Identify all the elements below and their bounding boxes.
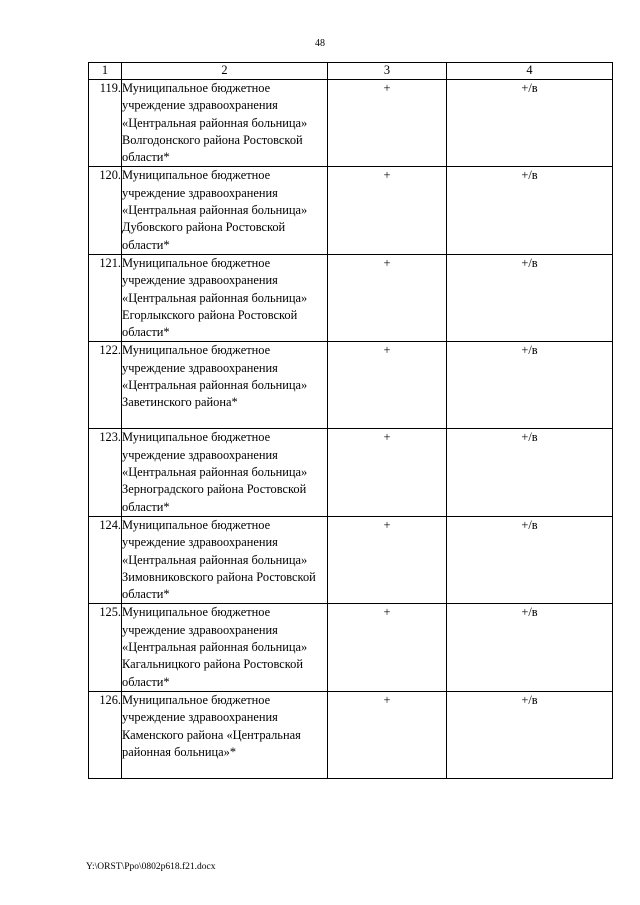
facility-name: Муниципальное бюджетное учреждение здравоохранения «Центральная районная больница» Дубовского района Ростовской области*: [122, 167, 328, 254]
row-number: 119.: [89, 80, 122, 167]
facilities-table: [88, 62, 613, 779]
row-number: 120.: [89, 167, 122, 254]
col3-mark: +: [328, 604, 447, 691]
facility-name: Муниципальное бюджетное учреждение здравоохранения «Центральная районная больница» Заветинского района*: [122, 342, 328, 429]
table-row: [89, 167, 613, 254]
row-number: 124.: [89, 516, 122, 603]
table-body: [89, 80, 613, 779]
facility-name: Муниципальное бюджетное учреждение здравоохранения «Центральная районная больница» Волгодонского района Ростовской области*: [122, 80, 328, 167]
header-col-2: 2: [122, 63, 328, 80]
table-row: [89, 604, 613, 691]
header-col-4: 4: [447, 63, 613, 80]
table-row: [89, 254, 613, 341]
col4-mark: +/в: [447, 691, 613, 778]
footer-file-path: Y:\ORST\Ppo\0802p618.f21.docx: [86, 862, 216, 872]
col4-mark: +/в: [447, 516, 613, 603]
col3-mark: +: [328, 691, 447, 778]
table-row: [89, 516, 613, 603]
row-number: 122.: [89, 342, 122, 429]
col3-mark: +: [328, 516, 447, 603]
facility-name: Муниципальное бюджетное учреждение здравоохранения «Центральная районная больница» Зерноградского района Ростовской области*: [122, 429, 328, 516]
col3-mark: +: [328, 429, 447, 516]
table-row: [89, 80, 613, 167]
col3-mark: +: [328, 342, 447, 429]
col4-mark: +/в: [447, 80, 613, 167]
col4-mark: +/в: [447, 429, 613, 516]
table-header: [89, 63, 613, 80]
row-number: 121.: [89, 254, 122, 341]
row-number: 126.: [89, 691, 122, 778]
row-number: 123.: [89, 429, 122, 516]
page-number: 48: [315, 38, 325, 49]
facility-name: Муниципальное бюджетное учреждение здравоохранения Каменского района «Центральная районная больница»*: [122, 691, 328, 778]
col4-mark: +/в: [447, 604, 613, 691]
col3-mark: +: [328, 167, 447, 254]
col4-mark: +/в: [447, 167, 613, 254]
col4-mark: +/в: [447, 342, 613, 429]
facility-name: Муниципальное бюджетное учреждение здравоохранения «Центральная районная больница» Зимовниковского района Ростовской области*: [122, 516, 328, 603]
col3-mark: +: [328, 80, 447, 167]
col3-mark: +: [328, 254, 447, 341]
facility-name: Муниципальное бюджетное учреждение здравоохранения «Центральная районная больница» Кагальницкого района Ростовской области*: [122, 604, 328, 691]
header-col-3: 3: [328, 63, 447, 80]
row-number: 125.: [89, 604, 122, 691]
header-row: [89, 63, 613, 80]
header-col-1: 1: [89, 63, 122, 80]
table-row: [89, 429, 613, 516]
table-row: [89, 342, 613, 429]
col4-mark: +/в: [447, 254, 613, 341]
table-row: [89, 691, 613, 778]
facility-name: Муниципальное бюджетное учреждение здравоохранения «Центральная районная больница» Егорлыкского района Ростовской области*: [122, 254, 328, 341]
